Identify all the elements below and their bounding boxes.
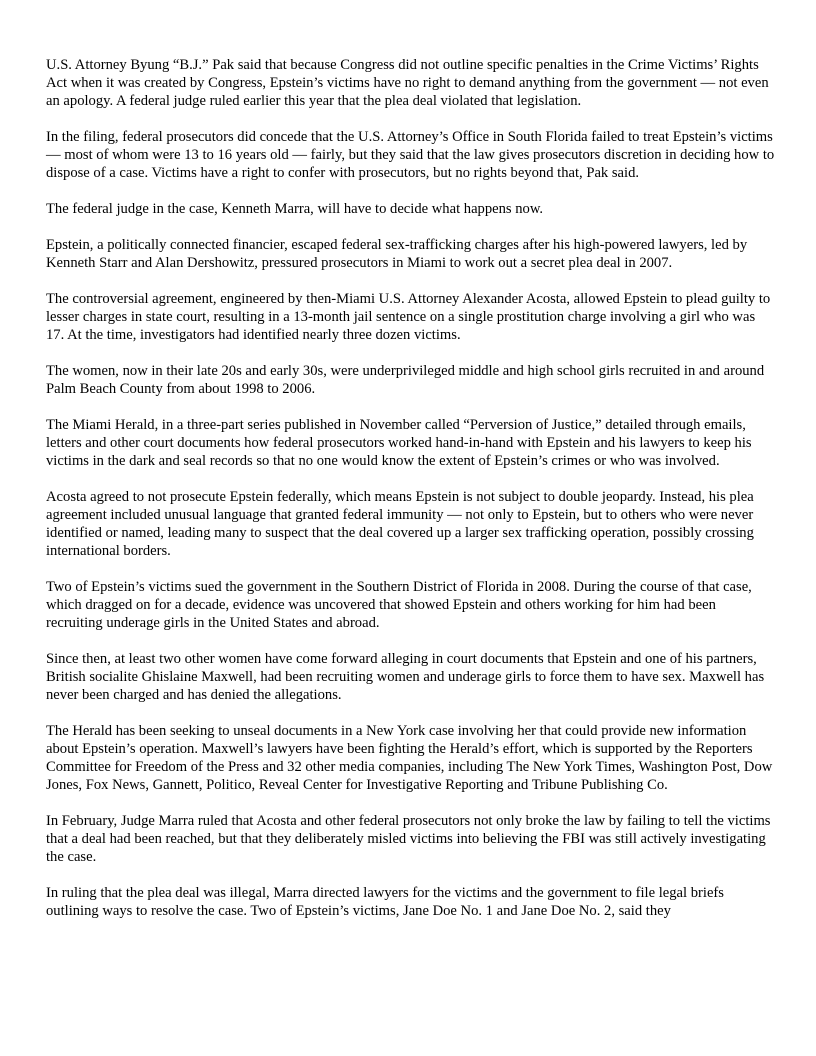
paragraph-marra-ruling: In February, Judge Marra ruled that Acosta and other federal prosecutors not only broke the law by failing to tell the victims that a deal had been reached, but that they deliberately misled victims into believing the FBI was still actively investigating the case. [46,813,771,865]
paragraph-prosecutors-concede: In the filing, federal prosecutors did concede that the U.S. Attorney’s Office in South Florida failed to treat Epstein’s victims — most of whom were 13 to 16 years old — fairly, but they said that the law gives prosecutors discretion in deciding how to dispose of a case. Victims have a right to confer with prosecutors, but no rights beyond that, Pak said. [46,129,775,181]
document-page [46,56,776,938]
paragraph-women-recruited: The women, now in their late 20s and early 30s, were underprivileged middle and high school girls recruited in and around Palm Beach County from about 1998 to 2006. [46,363,765,397]
paragraph-maxwell-allegations: Since then, at least two other women have come forward alleging in court documents that Epstein and one of his partners, British socialite Ghislaine Maxwell, had been recruiting women and underage girls to force them to have sex. Maxwell has never been charged and has denied the allegations. [46,651,765,703]
paragraph-federal-immunity: Acosta agreed to not prosecute Epstein federally, which means Epstein is not subject to double jeopardy. Instead, his plea agreement included unusual language that granted federal immunity — not only to Epstein, but to others who were never identified or named, leading many to suspect that the deal covered up a larger sex trafficking operation, possibly crossing international borders. [46,489,754,559]
paragraph-herald-unseal: The Herald has been seeking to unseal documents in a New York case involving her that could provide new information about Epstein’s operation. Maxwell’s lawyers have been fighting the Herald’s effort, which is supported by the Reporters Committee for Freedom of the Press and 32 other media companies, including The New York Times, Washington Post, Dow Jones, Fox News, Gannett, Politico, Reveal Center for Investigative Reporting and Tribune Publishing Co. [46,723,773,793]
paragraph-pak-statement: U.S. Attorney Byung “B.J.” Pak said that because Congress did not outline specific penalties in the Crime Victims’ Rights Act when it was created by Congress, Epstein’s victims have no right to demand anything from the government — not even an apology. A federal judge ruled earlier this year that the plea deal violated that legislation. [46,57,769,109]
paragraph-herald-series: The Miami Herald, in a three-part series published in November called “Perversion of Justice,” detailed through emails, letters and other court documents how federal prosecutors worked hand-in-hand with Epstein and his lawyers to keep his victims in the dark and seal records so that no one would know the extent of Epstein’s crimes or who was involved. [46,417,752,469]
paragraph-acosta-agreement: The controversial agreement, engineered by then-Miami U.S. Attorney Alexander Acosta, allowed Epstein to plead guilty to lesser charges in state court, resulting in a 13-month jail sentence on a single prostitution charge involving a girl who was 17. At the time, investigators had identified nearly three dozen victims. [46,291,771,343]
paragraph-epstein-escaped-charges: Epstein, a politically connected financier, escaped federal sex-trafficking charges after his high-powered lawyers, led by Kenneth Starr and Alan Dershowitz, pressured prosecutors in Miami to work out a secret plea deal in 2007. [46,237,748,271]
paragraph-judge-marra: The federal judge in the case, Kenneth Marra, will have to decide what happens now. [46,201,544,217]
paragraph-plea-deal-illegal: In ruling that the plea deal was illegal, Marra directed lawyers for the victims and the government to file legal briefs outlining ways to resolve the case. Two of Epstein’s victims, Jane Doe No. 1 and Jane Doe No. 2, said they [46,885,724,919]
paragraph-victims-sued: Two of Epstein’s victims sued the government in the Southern District of Florida in 2008. During the course of that case, which dragged on for a decade, evidence was uncovered that showed Epstein and others working for him had been recruiting underage girls in the United States and abroad. [46,579,752,631]
